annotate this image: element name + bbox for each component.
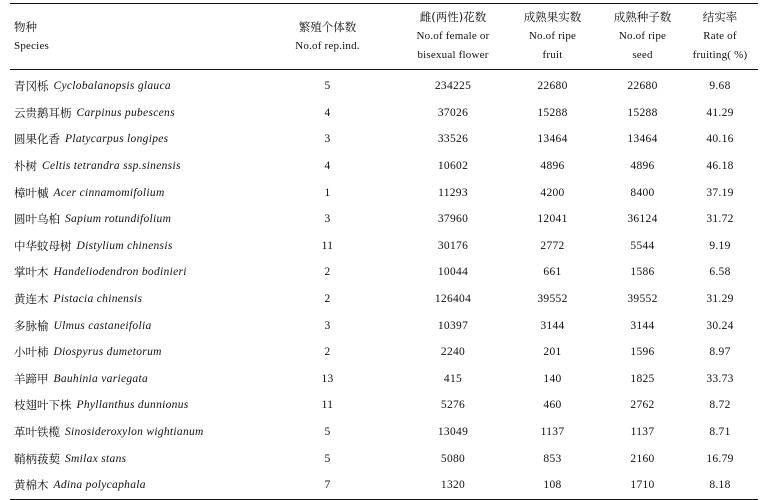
species-chinese-name: 小叶柿 [14, 345, 49, 360]
table-row [10, 419, 758, 446]
header-seeds-zh: 成熟种子数 [613, 10, 672, 24]
header-fruits-zh: 成熟果实数 [523, 10, 582, 24]
header-individuals [280, 4, 375, 69]
species-chinese-name: 中华蚊母树 [14, 238, 72, 253]
flowers-cell: 10397 [437, 319, 469, 332]
header-seeds-en2: seed [632, 49, 653, 61]
species-cell [14, 445, 284, 472]
species-cell [14, 153, 284, 180]
fruits-cell: 39552 [537, 293, 568, 306]
fruits-cell: 3144 [540, 319, 565, 332]
header-rate [682, 4, 758, 69]
species-latin-name: Diospyrus dumetorum [53, 346, 162, 359]
fruits-cell: 108 [543, 479, 562, 492]
header-flowers-en1: No.of female or [416, 30, 490, 42]
seeds-cell: 5544 [630, 239, 655, 252]
flowers-cell: 234225 [434, 80, 472, 93]
fruits-cell: 1137 [540, 426, 565, 439]
flowers-cell: 33526 [437, 133, 469, 146]
seeds-cell: 1586 [630, 266, 655, 279]
fruits-cell: 4896 [540, 160, 565, 173]
species-latin-name: Distylium chinensis [76, 239, 173, 252]
table-row [10, 233, 758, 260]
flowers-cell: 13049 [437, 426, 469, 439]
species-cell [14, 312, 284, 339]
fruits-cell: 2772 [540, 239, 565, 252]
individuals-cell: 3 [324, 319, 331, 332]
species-chinese-name: 樟叶槭 [14, 185, 49, 200]
species-chinese-name: 掌叶木 [14, 265, 49, 280]
species-latin-name: Sapium rotundifolium [65, 213, 172, 226]
individuals-cell: 5 [324, 452, 331, 465]
seeds-cell: 15288 [627, 106, 658, 119]
species-latin-name: Phyllanthus dunnionus [76, 399, 189, 412]
species-cell [14, 126, 284, 153]
header-rate-en1: Rate of [703, 30, 737, 42]
species-chinese-name: 圆果化香 [14, 132, 60, 147]
species-latin-name: Carpinus pubescens [76, 106, 175, 119]
fruits-cell: 4200 [540, 186, 565, 199]
species-chinese-name: 黄连木 [14, 292, 49, 307]
individuals-cell: 1 [324, 186, 331, 199]
table-row [10, 312, 758, 339]
species-chinese-name: 青冈栎 [14, 79, 49, 94]
individuals-cell: 11 [321, 399, 334, 412]
species-cell [14, 286, 284, 313]
header-flowers-zh: 雌(两性)花数 [419, 10, 487, 24]
rate-cell: 33.73 [706, 372, 734, 385]
table-row [10, 339, 758, 366]
table-row [10, 445, 758, 472]
fruits-cell: 460 [543, 399, 562, 412]
rate-cell: 41.29 [706, 106, 734, 119]
individuals-cell: 4 [324, 106, 331, 119]
fruits-cell: 12041 [537, 213, 568, 226]
header-species [14, 4, 284, 69]
bottom-rule [10, 499, 758, 500]
species-chinese-name: 鞘柄菝葜 [14, 451, 60, 466]
individuals-cell: 13 [321, 372, 334, 385]
rate-cell: 31.72 [706, 213, 734, 226]
flowers-cell: 10602 [437, 160, 469, 173]
flowers-cell: 37026 [437, 106, 469, 119]
fruits-cell: 201 [543, 346, 562, 359]
species-latin-name: Adina polycaphala [53, 479, 146, 492]
table-header [10, 4, 758, 69]
seeds-cell: 3144 [630, 319, 655, 332]
species-cell [14, 472, 284, 499]
fruits-cell: 13464 [537, 133, 568, 146]
table-row [10, 366, 758, 393]
rate-cell: 16.79 [706, 452, 734, 465]
seeds-cell: 1137 [630, 426, 655, 439]
flowers-cell: 10044 [437, 266, 469, 279]
flowers-cell: 2240 [440, 346, 466, 359]
table-row [10, 100, 758, 127]
table-row [10, 286, 758, 313]
individuals-cell: 11 [321, 239, 334, 252]
individuals-cell: 5 [324, 426, 331, 439]
species-chinese-name: 枝翅叶下株 [14, 398, 72, 413]
species-latin-name: Ulmus castaneifolia [53, 319, 152, 332]
species-cell [14, 179, 284, 206]
rate-cell: 8.18 [709, 479, 731, 492]
flowers-cell: 5276 [440, 399, 466, 412]
species-cell [14, 206, 284, 233]
flowers-cell: 126404 [434, 293, 472, 306]
individuals-cell: 2 [324, 293, 331, 306]
individuals-cell: 5 [324, 80, 331, 93]
header-seeds-en1: No.of ripe [618, 30, 667, 42]
header-rate-zh: 结实率 [702, 10, 738, 24]
seeds-cell: 1596 [630, 346, 655, 359]
header-species-zh: 物种 [14, 19, 37, 34]
species-chinese-name: 黄棉木 [14, 478, 49, 493]
fruits-cell: 15288 [537, 106, 568, 119]
fruits-cell: 22680 [537, 80, 568, 93]
species-chinese-name: 革叶铁榄 [14, 425, 60, 440]
table-row [10, 392, 758, 419]
rate-cell: 6.58 [709, 266, 731, 279]
species-latin-name: Pistacia chinensis [53, 293, 143, 306]
species-latin-name: Bauhinia variegata [53, 372, 149, 385]
header-seeds [600, 4, 685, 69]
header-flowers [398, 4, 508, 69]
rate-cell: 37.19 [706, 186, 734, 199]
species-latin-name: Celtis tetrandra ssp.sinensis [42, 160, 181, 173]
header-fruits-en1: No.of ripe [528, 30, 577, 42]
seeds-cell: 13464 [627, 133, 658, 146]
flowers-cell: 415 [443, 372, 463, 385]
species-latin-name: Smilax stans [65, 452, 127, 465]
header-species-en: Species [14, 39, 50, 52]
rate-cell: 31.29 [706, 293, 734, 306]
species-latin-name: Sinosideroxylon wightianum [65, 426, 204, 439]
seeds-cell: 8400 [630, 186, 655, 199]
header-flowers-en2: bisexual flower [417, 49, 489, 61]
species-cell [14, 100, 284, 127]
table-row [10, 73, 758, 100]
flowers-cell: 5080 [440, 452, 466, 465]
individuals-cell: 3 [324, 133, 331, 146]
table-row [10, 472, 758, 499]
flowers-cell: 30176 [437, 239, 469, 252]
individuals-cell: 2 [324, 266, 331, 279]
species-latin-name: Handeliodendron bodinieri [53, 266, 187, 279]
seeds-cell: 4896 [630, 160, 655, 173]
seeds-cell: 22680 [627, 80, 658, 93]
flowers-cell: 37960 [437, 213, 469, 226]
species-cell [14, 339, 284, 366]
species-cell [14, 233, 284, 260]
table-row [10, 153, 758, 180]
rate-cell: 46.18 [706, 160, 734, 173]
header-individuals-en: No.of rep.ind. [295, 39, 360, 52]
table-row [10, 206, 758, 233]
species-latin-name: Platycarpus longipes [65, 133, 169, 146]
individuals-cell: 4 [324, 160, 331, 173]
species-latin-name: Cyclobalanopsis glauca [53, 80, 171, 93]
rate-cell: 40.16 [706, 133, 734, 146]
species-chinese-name: 圆叶乌桕 [14, 212, 60, 227]
rate-cell: 8.97 [709, 346, 731, 359]
header-fruits-en2: fruit [542, 49, 563, 61]
seeds-cell: 36124 [627, 213, 658, 226]
seeds-cell: 1710 [630, 479, 655, 492]
fruiting-table [10, 3, 758, 500]
table-body [10, 70, 758, 499]
rate-cell: 8.72 [709, 399, 731, 412]
species-cell [14, 259, 284, 286]
fruits-cell: 661 [543, 266, 562, 279]
individuals-cell: 2 [324, 346, 331, 359]
flowers-cell: 11293 [438, 186, 468, 199]
seeds-cell: 1825 [630, 372, 655, 385]
table-row [10, 179, 758, 206]
rate-cell: 30.24 [706, 319, 734, 332]
rate-cell: 9.19 [709, 239, 731, 252]
species-chinese-name: 朴树 [14, 159, 37, 174]
flowers-cell: 1320 [440, 479, 466, 492]
header-rate-en2: fruiting( %) [692, 49, 748, 61]
seeds-cell: 39552 [627, 293, 658, 306]
species-chinese-name: 多脉榆 [14, 318, 49, 333]
species-cell [14, 366, 284, 393]
individuals-cell: 7 [324, 479, 331, 492]
rate-cell: 9.68 [709, 80, 731, 93]
header-individuals-zh: 繁殖个体数 [298, 19, 357, 34]
table-row [10, 126, 758, 153]
species-cell [14, 419, 284, 446]
individuals-cell: 3 [324, 213, 331, 226]
species-cell [14, 73, 284, 100]
header-fruits [510, 4, 595, 69]
species-chinese-name: 羊蹄甲 [14, 371, 49, 386]
species-cell [14, 392, 284, 419]
fruits-cell: 140 [543, 372, 562, 385]
rate-cell: 8.71 [709, 426, 731, 439]
fruits-cell: 853 [543, 452, 562, 465]
species-chinese-name: 云贵鹅耳枥 [14, 105, 72, 120]
species-latin-name: Acer cinnamomifolium [53, 186, 165, 199]
table-row [10, 259, 758, 286]
seeds-cell: 2160 [630, 452, 655, 465]
seeds-cell: 2762 [630, 399, 655, 412]
